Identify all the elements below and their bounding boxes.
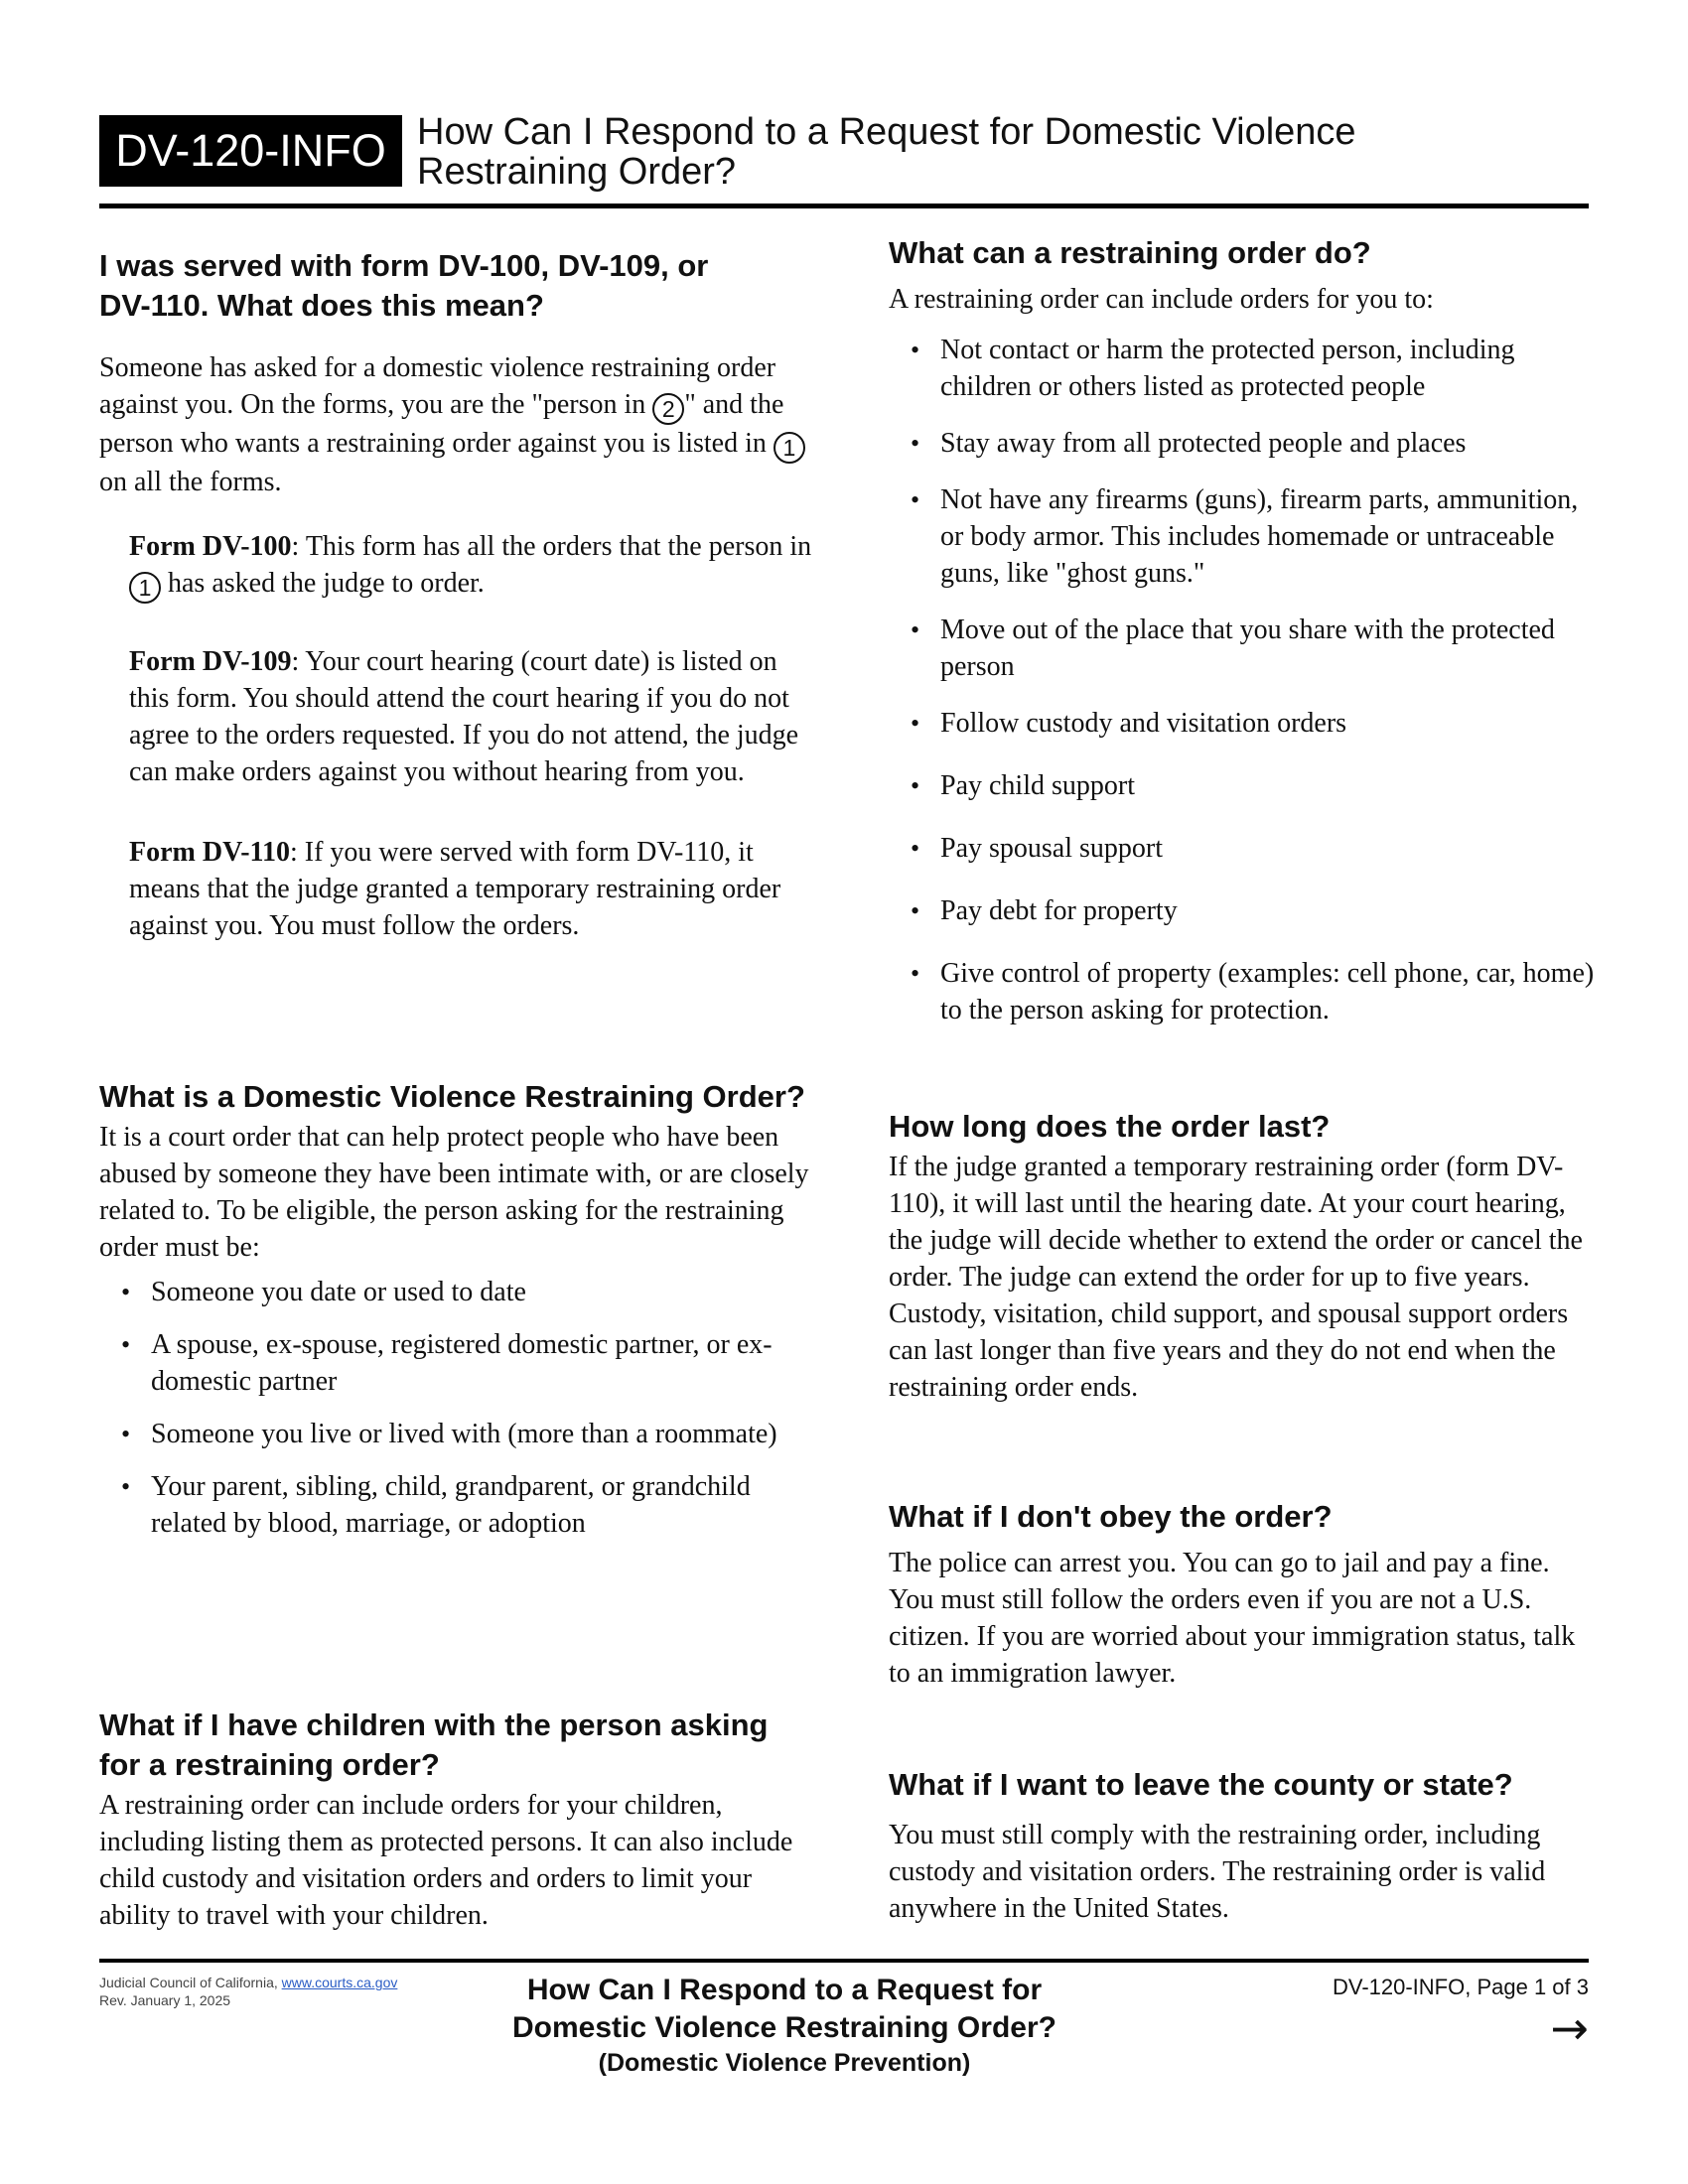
next-page-arrow-icon: →: [1550, 2001, 1589, 2055]
section-children: [99, 1706, 814, 1934]
how-long-text: If the judge granted a temporary restraining order (form DV-110), it will last until the hearing date. At your court hearing, the judge will decide whether to extend the order or cancel the order. The judge can extend the order for up to five years. Custody, visitation, child support, and spousal support orders can last longer than five years and they do not end when the restraining order ends.: [889, 1152, 1583, 1403]
circled-number-1: 1: [774, 432, 805, 464]
served-intro-text-a: Someone has asked for a domestic violence restraining order against you. On the forms, you are the "person in: [99, 352, 776, 420]
list-item: • Follow custody and visitation orders: [889, 705, 1599, 742]
page-footer: [99, 1964, 1589, 2093]
can-do-heading: What can a restraining order do?: [889, 235, 1371, 270]
dv100-text-b: has asked the judge to order.: [161, 568, 485, 599]
circled-number-1: 1: [129, 572, 161, 604]
dv110-label: Form DV-110: [129, 837, 290, 868]
footer-revision: Rev. January 1, 2025: [99, 1992, 231, 2008]
served-heading-line1: I was served with form DV-100, DV-109, or: [99, 248, 709, 283]
footer-org-name: Judicial Council of California,: [99, 1975, 282, 1990]
form-title-line1: How Can I Respond to a Request for Domestic Violence: [417, 111, 1356, 153]
dv109-label: Form DV-109: [129, 646, 292, 677]
list-item: • Not contact or harm the protected person, including children or others listed as protected people: [889, 332, 1599, 405]
list-item: • Someone you live or lived with (more than a roommate): [99, 1416, 814, 1452]
section-what-is: [99, 1077, 814, 1542]
can-do-intro: A restraining order can include orders for you to:: [889, 284, 1434, 315]
dv109-text: : Your court hearing (court date) is listed on this form. You should attend the court hearing if you do not agree to the orders requested. If you do not attend, the judge can make orders against you without hearing from you.: [129, 646, 799, 787]
list-item: • A spouse, ex-spouse, registered domestic partner, or ex-domestic partner: [99, 1326, 814, 1400]
what-is-heading: What is a Domestic Violence Restraining Order?: [99, 1079, 805, 1114]
footer-form-code: DV-120-INFO,: [1332, 1975, 1472, 1999]
list-item: • Your parent, sibling, child, grandparent, or grandchild related by blood, marriage, or adoption: [99, 1468, 814, 1542]
list-item: • Pay child support: [889, 767, 1599, 804]
footer-title-line1: How Can I Respond to a Request for: [526, 1974, 1043, 2006]
served-intro-text-b: " and the person who wants a restraining order against you is listed in: [99, 389, 784, 459]
section-how-long: [889, 1107, 1599, 1406]
dv100-label: Form DV-100: [129, 531, 292, 562]
courts-website-link[interactable]: www.courts.ca.gov: [281, 1975, 398, 1990]
list-item: • Pay spousal support: [889, 830, 1599, 867]
form-dv110-note: [99, 834, 814, 944]
dv100-text-a: : This form has all the orders that the person in: [291, 531, 812, 562]
disobey-text: The police can arrest you. You can go to jail and pay a fine. You must still follow the orders even if you are not a U.S. citizen. If you are worried about your immigration status, talk to an immigration lawyer.: [889, 1548, 1576, 1689]
section-leave: [889, 1765, 1599, 1927]
section-can-do: [889, 233, 1599, 1028]
what-is-intro: It is a court order that can help protect people who have been abused by someone they have been intimate with, or are closely related to. To be eligible, the person asking for the restraining order must be:: [99, 1122, 809, 1263]
leave-text: You must still comply with the restraining order, including custody and visitation orders. The restraining order is valid anywhere in the United States.: [889, 1820, 1546, 1924]
footer-subtitle: (Domestic Violence Prevention): [598, 2049, 971, 2077]
served-intro: [99, 349, 814, 500]
section-served: [99, 246, 814, 944]
children-heading: What if I have children with the person asking for a restraining order?: [99, 1707, 769, 1782]
leave-heading: What if I want to leave the county or state?: [889, 1767, 1513, 1802]
list-item: • Give control of property (examples: cell phone, car, home) to the person asking for protection.: [889, 955, 1599, 1028]
form-dv109-note: [99, 643, 814, 790]
eligibility-list: [99, 1274, 814, 1542]
disobey-heading: What if I don't obey the order?: [889, 1499, 1333, 1534]
footer-divider: [99, 1959, 1589, 1963]
list-item: • Not have any firearms (guns), firearm parts, ammunition, or body armor. This includes homemade or untraceable guns, like "ghost guns.": [889, 481, 1599, 592]
form-dv100-note: [99, 528, 814, 604]
how-long-heading: How long does the order last?: [889, 1109, 1331, 1144]
circled-number-2: 2: [652, 393, 684, 425]
list-item: • Move out of the place that you share with the protected person: [889, 612, 1599, 685]
orders-list: [889, 332, 1599, 1028]
list-item: • Pay debt for property: [889, 892, 1599, 929]
section-disobey: [889, 1497, 1599, 1692]
footer-title-line2: Domestic Violence Restraining Order?: [512, 2011, 1056, 2044]
list-item: • Stay away from all protected people and places: [889, 425, 1599, 462]
children-text: A restraining order can include orders for your children, including listing them as protected persons. It can also include child custody and visitation orders and orders to limit your ability to travel with your children.: [99, 1790, 793, 1931]
served-intro-text-c: on all the forms.: [99, 467, 282, 497]
footer-org: [99, 1974, 397, 2009]
served-heading: [99, 246, 814, 326]
served-heading-line2: DV-110. What does this mean?: [99, 288, 544, 323]
page-number: Page 1 of 3: [1471, 1975, 1589, 1999]
footer-title: [477, 1972, 1092, 2079]
form-title: [417, 112, 1559, 192]
list-item: • Someone you date or used to date: [99, 1274, 814, 1310]
form-title-line2: Restraining Order?: [417, 151, 737, 193]
form-code-badge: DV-120-INFO: [99, 115, 402, 187]
footer-page-info: [1333, 1974, 1589, 2001]
dv110-text: : If you were served with form DV-110, it means that the judge granted a temporary restraining order against you. You must follow the orders.: [129, 837, 781, 941]
header-divider: [99, 204, 1589, 208]
page-header: [99, 112, 1589, 192]
